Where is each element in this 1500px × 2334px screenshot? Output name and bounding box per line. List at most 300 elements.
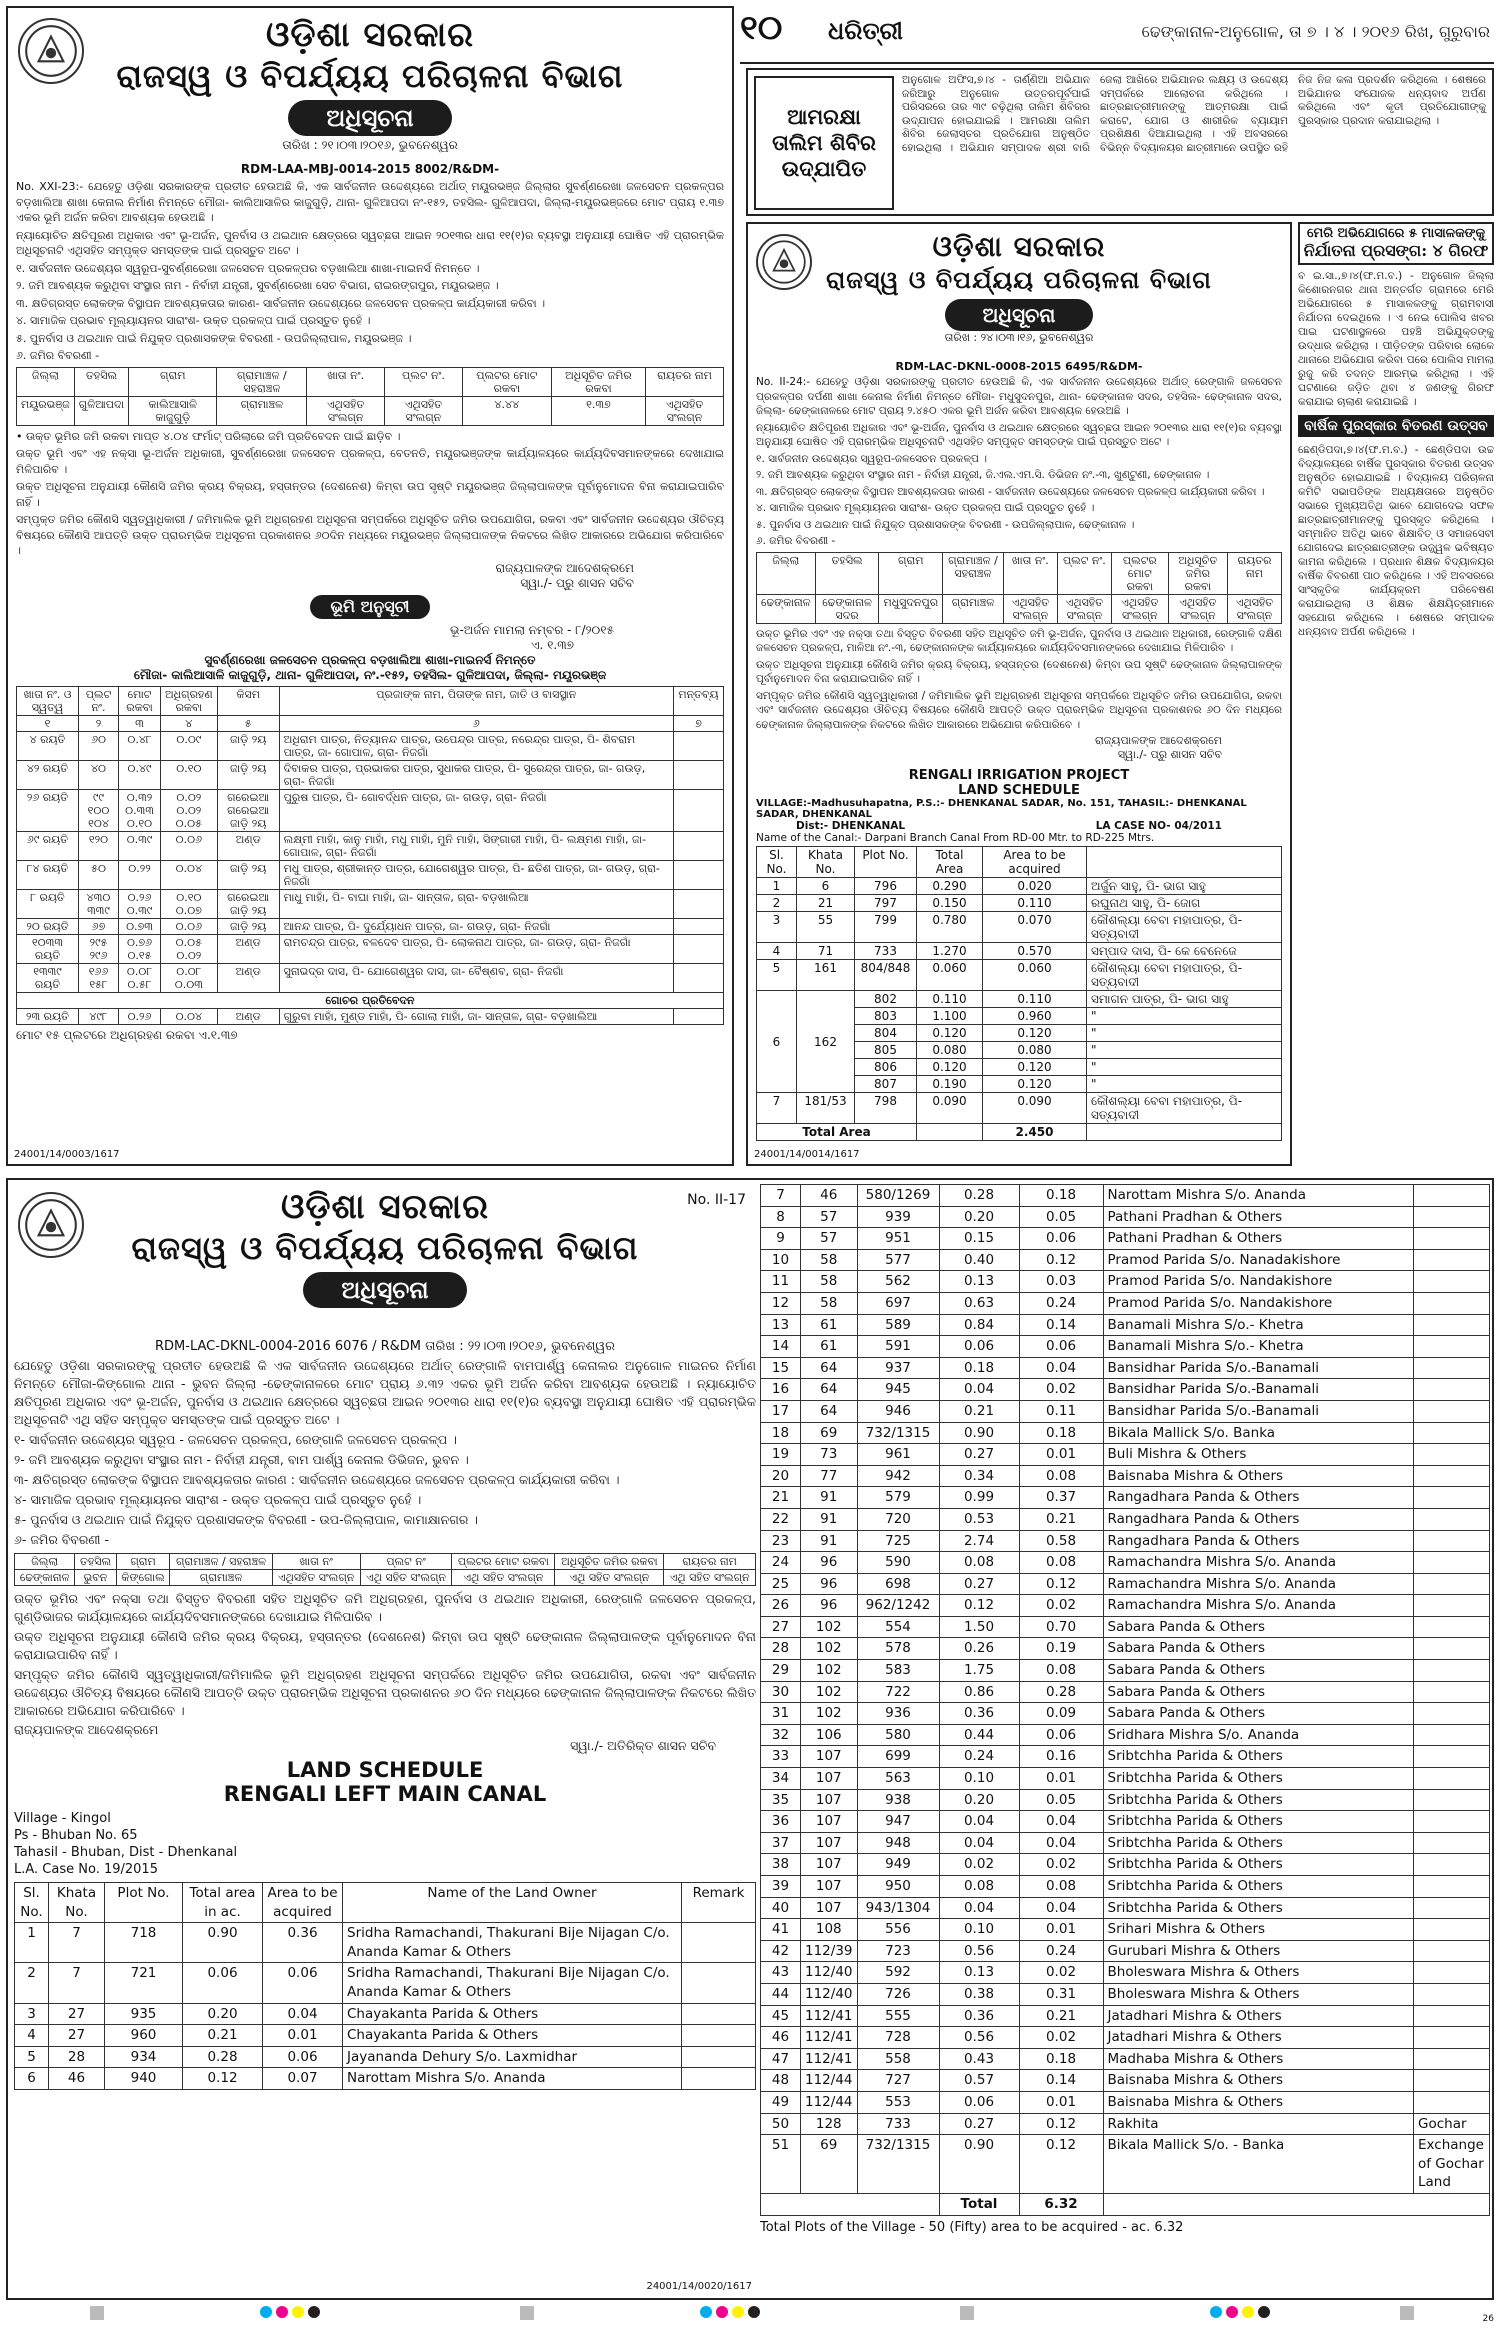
- table-row: [761, 2048, 1490, 2070]
- column-header: Sl. No.: [15, 1883, 49, 1923]
- table-cell: 34: [761, 1768, 801, 1790]
- table-cell: 0.06: [183, 1963, 263, 2003]
- table-cell: 0.70: [1019, 1616, 1103, 1638]
- table-cell: 698: [857, 1573, 939, 1595]
- table-cell: 10: [761, 1249, 801, 1271]
- table-cell: ଅଣ୍ଡ: [217, 1008, 279, 1024]
- table-cell: ୧୬୬ ୧୫୮: [79, 963, 119, 992]
- table-cell: Narottam Mishra S/o. Ananda: [343, 2068, 682, 2090]
- table-cell: Gurubari Mishra & Others: [1103, 1940, 1414, 1962]
- table-cell: Rakhita: [1103, 2113, 1414, 2135]
- column-header: ଜିଲ୍ଲା: [757, 552, 816, 594]
- paragraph: ସମ୍ପୃକ୍ତ ଜମିର କୌଣସି ସ୍ୱତ୍ୱାଧିକାରୀ/ଜମିମାଲିକ ଭୂମି ଅଧିଗ୍ରହଣ ଅଧିସୂଚନା ସମ୍ପର୍କରେ ଅଧିସୂଚିତ ଜମିର ଉପଯୋଗିତା, ରକବା ଏବଂ ସାର୍ବଜନୀନ ଉଦ୍ଦେଶ୍ୟର ଔଚିତ୍ୟ ବିଷୟରେ କୌଣସି ଆପତ୍ତି ଉକ୍ତ ପ୍ରାରମ୍ଭିକ ଅଧିସୂଚନା ପ୍ରକାଶନର ୬୦ ଦିନ ମଧ୍ୟରେ ଢେଙ୍କାନାଳ ଜିଲ୍ଲାପାଳଙ୍କ ନିକଟରେ ଲିଖିତ ଆକାରରେ ଅଭିଯୋଗ କରିପାରିବେ ।: [14, 1667, 756, 1718]
- table-row: [761, 1573, 1490, 1595]
- table-cell: 58: [801, 1292, 858, 1314]
- table-cell: 803: [855, 1008, 917, 1025]
- table-cell: 33: [761, 1746, 801, 1768]
- registration-dot-icon: [308, 2306, 320, 2318]
- paragraph: ୬. ଜମିର ବିବରଣୀ -: [16, 349, 100, 362]
- table-cell: 950: [857, 1876, 939, 1898]
- table-cell: ମଧୁସୁଦନପୁର: [879, 594, 943, 623]
- table-cell: 14: [761, 1336, 801, 1358]
- table-cell: [917, 1124, 983, 1141]
- table-cell: 0.40: [939, 1249, 1019, 1271]
- table-cell: ୦.୧୦: [161, 760, 218, 789]
- table-cell: 0.01: [1019, 1919, 1103, 1941]
- table-cell: 0.150: [917, 895, 983, 912]
- table-cell: [1414, 1768, 1490, 1790]
- table-cell: Baisnaba Mishra & Others: [1103, 2091, 1414, 2113]
- column-header: Plot No.: [855, 847, 917, 878]
- table-cell: 0.12: [1019, 2113, 1103, 2135]
- table-cell: ୯୯ ୧୦୦ ୧୦୪: [79, 789, 119, 831]
- paragraph: ୨. ଜମି ଆବଶ୍ୟକ କରୁଥିବା ସଂସ୍ଥାର ନାମ - ନିର୍ବାହୀ ଯନ୍ତ୍ରୀ, ସୁବର୍ଣ୍ଣରେଖା ସେଚ ବିଭାଗ, ରାଇରଙ୍ଗପୁର, ମୟୂରଭଞ୍ଜ ।: [16, 279, 499, 292]
- table-cell: 725: [857, 1530, 939, 1552]
- table-cell: Jatadhari Mishra & Others: [1103, 2027, 1414, 2049]
- table-cell: ୬୭: [79, 918, 119, 934]
- column-index: ୩: [119, 715, 161, 731]
- table-cell: 0.34: [939, 1465, 1019, 1487]
- column-index: ୬: [279, 715, 673, 731]
- table-cell: 112/39: [801, 1940, 858, 1962]
- notification-pill: ଅଧିସୂଚନା: [945, 299, 1094, 331]
- table-cell: 0.02: [1019, 1379, 1103, 1401]
- column-header: Name of the Land Owner: [343, 1883, 682, 1923]
- column-header: Remark: [682, 1883, 756, 1923]
- table-cell: 942: [857, 1465, 939, 1487]
- table-cell: ଗ୍ରାମାଞ୍ଚଳ: [217, 396, 307, 425]
- table-cell: 0.31: [1019, 1983, 1103, 2005]
- notice-date: ତାରିଖ : ୨୪।୦୩।୧୬, ଭୁବନେଶ୍ୱର: [944, 331, 1094, 344]
- notice-header: [756, 230, 1282, 360]
- table-cell: 798: [855, 1093, 917, 1124]
- table-row: [17, 760, 724, 789]
- table-cell: 0.060: [983, 960, 1087, 991]
- table-cell: 0.63: [939, 1292, 1019, 1314]
- table-cell: 0.06: [939, 1336, 1019, 1358]
- table-cell: [674, 860, 724, 889]
- table-cell: ସମ୍ପାଦ ଦାସ, ପି- କେ ବେନେଜେ: [1087, 943, 1282, 960]
- table-cell: 960: [105, 2025, 183, 2047]
- table-cell: 69: [801, 1422, 858, 1444]
- table-cell: ଢେଙ୍କାନାଳ ସଦର: [815, 594, 879, 623]
- order-line: ରାଜ୍ୟପାଳଙ୍କ ଆଦେଶକ୍ରମେ: [14, 1722, 159, 1737]
- table-cell: 0.57: [939, 2070, 1019, 2092]
- table-cell: [682, 2068, 756, 2090]
- table-cell: Bholeswara Mishra & Others: [1103, 1983, 1414, 2005]
- color-registration: [700, 2306, 760, 2318]
- notice-body-after: [16, 429, 724, 559]
- paragraph: ନ୍ୟାୟୋଚିତ କ୍ଷତିପୂରଣ ଅଧିକାର ଏବଂ ଭୂ-ଅର୍ଜନ, ପୁନର୍ବାସ ଓ ଥଇଥାନ କ୍ଷେତ୍ରରେ ସ୍ୱଚ୍ଛତା ଆଇନ ୨୦୧୩ର ଧାରା ୧୧(୧)ର ବ୍ୟବସ୍ଥା ଅନୁଯାୟୀ ଘୋଷିତ ଏହି ପ୍ରାରମ୍ଭିକ ଅଧିସୂଚନାଟି ଏଥିସହିତ ସମ୍ପୃକ୍ତ ସମସ୍ତଙ୍କ ପାଇଁ ପ୍ରସ୍ତୁତ ଅଟେ ।: [756, 421, 1282, 448]
- table-row: [761, 1508, 1490, 1530]
- table-cell: Chayakanta Parida & Others: [343, 2025, 682, 2047]
- table-cell: 31: [761, 1703, 801, 1725]
- print-marks-mid: [520, 2306, 534, 2320]
- table-row: [761, 1832, 1490, 1854]
- column-index: ୪: [161, 715, 218, 731]
- table-cell: Banamali Mishra S/o.- Khetra: [1103, 1336, 1414, 1358]
- table-cell: 73: [801, 1444, 858, 1466]
- table-cell: ଅଣ୍ଡ: [217, 963, 279, 992]
- table-cell: 0.06: [263, 1963, 343, 2003]
- table-cell: [1414, 1271, 1490, 1293]
- table-cell: 102: [801, 1703, 858, 1725]
- table-cell: 0.120: [917, 1059, 983, 1076]
- table-row: [761, 1962, 1490, 1984]
- table-cell: 0.18: [1019, 1422, 1103, 1444]
- table-cell: 806: [855, 1059, 917, 1076]
- table-cell: [1414, 1595, 1490, 1617]
- table-cell: ଏଥିସହିତ ସଂଲଗ୍ନ: [385, 396, 463, 425]
- table-cell: 0.04: [939, 1897, 1019, 1919]
- table-cell: ଲକ୍ଷ୍ମୀ ମାହାଁ, କାନୁ ମାହାଁ, ମଧୁ ମାହାଁ, ମୁନି ମାହାଁ, ସିଙ୍ଗାରୀ ମାହାଁ, ପି- ଲକ୍ଷ୍ମଣ ମାହାଁ, ଜା- ଗୋପାଳ, ଗ୍ରା- ନିଜଗାଁ: [279, 831, 673, 860]
- table-cell: ଏଥି ସହିତ ସଂଲଗ୍ନ: [360, 1570, 452, 1586]
- column-header: ଖାତା ନଂ. ଓ ସ୍ୱତ୍ୱ: [17, 686, 79, 715]
- table-cell: ": [1087, 1025, 1282, 1042]
- table-cell: ୪୯୮: [79, 1008, 119, 1024]
- column-header: ଅଧିସୂଚିତ ଜମିର ରକବା: [1168, 552, 1227, 594]
- notice-header: [14, 1186, 756, 1336]
- table-cell: Pramod Parida S/o. Nanadakishore: [1103, 1249, 1414, 1271]
- table-cell: 948: [857, 1832, 939, 1854]
- table-cell: 934: [105, 2046, 183, 2068]
- table-cell: ଅଣ୍ଡ: [217, 831, 279, 860]
- table-cell: 47: [761, 2048, 801, 2070]
- table-cell: 0.36: [263, 1923, 343, 1963]
- column-header: ପ୍ଲଟର ମୋଟ ରକବା: [1111, 552, 1168, 594]
- registration-dot-icon: [1210, 2306, 1222, 2318]
- table-cell: 720: [857, 1508, 939, 1530]
- column-header: ପ୍ଲଟ ନଂ: [360, 1554, 452, 1570]
- table-cell: 555: [857, 2005, 939, 2027]
- table-cell: 0.20: [939, 1206, 1019, 1228]
- color-registration: [260, 2306, 320, 2318]
- table-row: [17, 860, 724, 889]
- print-marks-mid2: [960, 2306, 974, 2320]
- table-cell: 57: [801, 1228, 858, 1250]
- table-cell: [1414, 2027, 1490, 2049]
- table-cell: [1414, 1379, 1490, 1401]
- table-cell: 0.08: [1019, 1876, 1103, 1898]
- gov-title: ଓଡ଼ିଶା ସରକାର: [932, 230, 1106, 263]
- table-cell: [682, 2046, 756, 2068]
- table-cell: 727: [857, 2070, 939, 2092]
- table-cell: 3: [15, 2003, 49, 2025]
- column-header: ତହସିଲ: [75, 1554, 116, 1570]
- gov-title: ଓଡ଼ିଶା ସରକାର: [265, 15, 475, 55]
- table-cell: Sabara Panda & Others: [1103, 1703, 1414, 1725]
- table-row: [757, 878, 1282, 895]
- ad-code: 24001/14/0020/1617: [646, 2281, 752, 2292]
- table-cell: 1: [757, 878, 797, 895]
- table-cell: ପୁରୁଷ ପାତ୍ର, ପି- ଗୋବର୍ଦ୍ଧନ ପାତ୍ର, ଜା- ଗଉଡ଼, ଗ୍ରା- ନିଜଗାଁ: [279, 789, 673, 831]
- notice-body: [756, 375, 1282, 549]
- table-cell: 0.080: [983, 1042, 1087, 1059]
- table-cell: [1414, 1444, 1490, 1466]
- land-schedule-table: [756, 846, 1282, 1141]
- notice-revenue-dknl-0008: [746, 222, 1292, 1166]
- table-cell: ଗରେଇଆ ଜାଡ଼ି ୨ୟ: [217, 889, 279, 918]
- table-cell: ୦.୨୬: [119, 1008, 161, 1024]
- table-cell: ୧.୩୭: [551, 396, 645, 425]
- table-cell: 0.04: [939, 1832, 1019, 1854]
- table-cell: Chayakanta Parida & Others: [343, 2003, 682, 2025]
- table-cell: 181/53: [797, 1093, 855, 1124]
- table-cell: 21: [761, 1487, 801, 1509]
- table-cell: 46: [761, 2027, 801, 2049]
- table-cell: 35: [761, 1789, 801, 1811]
- table-cell: [1414, 1660, 1490, 1682]
- dept-title: ରାଜସ୍ୱ ଓ ବିପର୍ଯ୍ୟୟ ପରିଚାଳନା ବିଭାଗ: [116, 57, 624, 95]
- table-cell: Narottam Mishra S/o. Ananda: [1103, 1185, 1414, 1207]
- table-cell: ୪୦: [79, 760, 119, 789]
- table-cell: 0.05: [1019, 1206, 1103, 1228]
- table-cell: 0.07: [263, 2068, 343, 2090]
- notice-ref: RDM-LAC-DKNL-0004-2016 6076 / R&DM ତାରିଖ : ୨୨।୦୩।୨୦୧୬, ଭୁବନେଶ୍ୱର: [155, 1339, 615, 1354]
- table-cell: 0.90: [939, 2135, 1019, 2194]
- table-cell: 0.14: [1019, 1314, 1103, 1336]
- table-cell: Sabara Panda & Others: [1103, 1660, 1414, 1682]
- table-cell: 962/1242: [857, 1595, 939, 1617]
- table-cell: 22: [761, 1508, 801, 1530]
- table-row: [761, 1444, 1490, 1466]
- table-row: [761, 1595, 1490, 1617]
- table-row: [17, 789, 724, 831]
- table-cell: ୦.୦୮ ୦.୫୮: [119, 963, 161, 992]
- column-header: Total area in ac.: [183, 1883, 263, 1923]
- table-row: [757, 960, 1282, 991]
- govt-section-label: ଗୋଚର ପ୍ରତିବେଦନ: [17, 992, 724, 1008]
- table-cell: 722: [857, 1681, 939, 1703]
- table-cell: 0.04: [1019, 1832, 1103, 1854]
- table-cell: 0.20: [183, 2003, 263, 2025]
- table-row: [15, 1963, 756, 2003]
- table-cell: 11: [761, 1271, 801, 1293]
- paragraph: ୨- ଜମି ଆବଶ୍ୟକ କରୁଥିବା ସଂସ୍ଥାର ନାମ - ନିର୍ବାହୀ ଯନ୍ତ୍ରୀ, ବାମ ପାର୍ଶ୍ୱ କେନାଲ ଡିଭିଜନ, ଭୁବନ ।: [14, 1452, 469, 1467]
- table-row: [761, 1314, 1490, 1336]
- news-headline-2: ବାର୍ଷିକ ପୁରସ୍କାର ବିତରଣ ଉତ୍ସବ: [1298, 415, 1494, 437]
- table-row: [17, 934, 724, 963]
- table-cell: 28: [49, 2046, 105, 2068]
- registration-dot-icon: [716, 2306, 728, 2318]
- table-cell: ଭୁବନ: [75, 1570, 116, 1586]
- table-cell: 0.120: [983, 1025, 1087, 1042]
- table-cell: 0.37: [1019, 1487, 1103, 1509]
- table-row: [761, 1703, 1490, 1725]
- table-row: [761, 1530, 1490, 1552]
- table-cell: [1414, 1897, 1490, 1919]
- table-cell: 0.04: [1019, 1357, 1103, 1379]
- notice-date: ତାରିଖ : ୨୧।୦୩।୨୦୧୬, ଭୁବନେଶ୍ୱର: [282, 138, 458, 152]
- table-cell: ଅଣ୍ଡ: [217, 934, 279, 963]
- table-cell: Sridhara Mishra S/o. Ananda: [1103, 1724, 1414, 1746]
- notice-right-half: [760, 1184, 1490, 2296]
- table-cell: ୦.୦୯: [161, 731, 218, 760]
- table-cell: 102: [801, 1616, 858, 1638]
- table-cell: [682, 2025, 756, 2047]
- table-cell: ସୁନାଭଦ୍ର ଦାସ, ପି- ଯୋଗେଶ୍ୱର ଦାସ, ଜା- ବୈଷ୍ଣବ, ଗ୍ରା- ନିଜଗାଁ: [279, 963, 673, 992]
- table-row: [761, 1336, 1490, 1358]
- table-cell: Jatadhari Mishra & Others: [1103, 2005, 1414, 2027]
- column-header: ଅଧିସୂଚିତ ଜମିର ରକବା: [551, 367, 645, 396]
- gov-title: ଓଡ଼ିଶା ସରକାର: [280, 1187, 490, 1227]
- land-schedule-table: [16, 686, 724, 1025]
- table-cell: 0.27: [939, 1573, 1019, 1595]
- table-cell: [1414, 1336, 1490, 1358]
- table-cell: 9: [761, 1228, 801, 1250]
- table-row: [761, 1206, 1490, 1228]
- table-cell: 556: [857, 1919, 939, 1941]
- table-row: [761, 1660, 1490, 1682]
- table-cell: 107: [801, 1854, 858, 1876]
- column-header: ଅଧିଗ୍ରହଣ ରକବା: [161, 686, 218, 715]
- table-cell: 0.060: [917, 960, 983, 991]
- registration-dot-icon: [276, 2306, 288, 2318]
- page-code: 26: [1482, 2314, 1494, 2324]
- table-cell: [1087, 1124, 1282, 1141]
- table-cell: 21: [797, 895, 855, 912]
- table-cell: 0.24: [1019, 1940, 1103, 1962]
- table-cell: 0.780: [917, 912, 983, 943]
- table-row: [757, 895, 1282, 912]
- table-cell: ଏଥିସହିତ ସଂଲଗ୍ନ: [1227, 594, 1281, 623]
- table-cell: Sribtchha Parida & Others: [1103, 1897, 1414, 1919]
- table-cell: ୨୦ ରୟତି: [17, 918, 79, 934]
- notice-revenue-mbj: [6, 6, 734, 1166]
- table-cell: 0.08: [1019, 1465, 1103, 1487]
- table-cell: 0.08: [939, 1876, 1019, 1898]
- table-cell: 0.02: [1019, 1854, 1103, 1876]
- table-cell: Sabara Panda & Others: [1103, 1616, 1414, 1638]
- table-cell: Pathani Pradhan & Others: [1103, 1228, 1414, 1250]
- table-cell: [682, 2003, 756, 2025]
- notice-ref: RDM-LAA-MBJ-0014-2015 8002/R&DM-: [240, 162, 500, 176]
- table-cell: 29: [761, 1660, 801, 1682]
- table-cell: 96: [801, 1595, 858, 1617]
- table-cell: 27: [761, 1616, 801, 1638]
- table-cell: 0.21: [1019, 2005, 1103, 2027]
- table-cell: ରାମଚନ୍ଦ୍ର ପାତ୍ର, ବଳଦେବ ପାତ୍ର, ପି- ଲୋକନାଥ ପାତ୍ର, ଜା- ଗଉଡ଼, ଗ୍ରା- ନିଜଗାଁ: [279, 934, 673, 963]
- table-cell: 2: [15, 1963, 49, 2003]
- table-cell: 0.28: [939, 1185, 1019, 1207]
- table-row: [757, 912, 1282, 943]
- table-row: [761, 1768, 1490, 1790]
- table-cell: 32: [761, 1724, 801, 1746]
- table-cell: 0.06: [939, 2091, 1019, 2113]
- table-cell: 936: [857, 1703, 939, 1725]
- table-cell: 0.38: [939, 1983, 1019, 2005]
- table-cell: Bikala Mallick S/o. Banka: [1103, 1422, 1414, 1444]
- table-cell: 161: [797, 960, 855, 991]
- table-cell: 0.27: [939, 2113, 1019, 2135]
- table-cell: 580/1269: [857, 1185, 939, 1207]
- case-area: ଏ. ୧.୩୭: [531, 637, 574, 652]
- table-cell: Bikala Mallick S/o. - Banka: [1103, 2135, 1414, 2194]
- column-header: Sl. No.: [757, 847, 797, 878]
- table-cell: 0.26: [939, 1638, 1019, 1660]
- table-cell: [1414, 2091, 1490, 2113]
- table-row: [761, 1271, 1490, 1293]
- table-cell: 590: [857, 1552, 939, 1574]
- table-cell: 16: [761, 1379, 801, 1401]
- table-cell: 0.24: [1019, 1292, 1103, 1314]
- table-cell: 804: [855, 1025, 917, 1042]
- table-cell: ୬୯ ରୟତି: [17, 831, 79, 860]
- table-cell: 48: [761, 2070, 801, 2092]
- table-cell: 0.290: [917, 878, 983, 895]
- table-cell: ଅଧିରାମ ପାତ୍ର, ନିତ୍ୟାନନ୍ଦ ପାତ୍ର, ଉପେନ୍ଦ୍ର ପାତ୍ର, ନରେନ୍ଦ୍ର ପାତ୍ର, ପି- ଶିବରାମ ପାତ୍ର, ଜା- ଗୋପାଳ, ଗ୍ରା- ନିଜଗାଁ: [279, 731, 673, 760]
- column-header: ଅଧିସୂଚିତ ଜମିର ରକବା: [555, 1554, 664, 1570]
- signature-line: ସ୍ୱା./- ଅତିରିକ୍ତ ଶାସନ ସଚିବ: [570, 1738, 716, 1753]
- signature-line: ସ୍ୱା./- ପ୍ରୁ ଶାସନ ସଚିବ: [1117, 748, 1222, 761]
- table-cell: 1.75: [939, 1660, 1019, 1682]
- table-cell: [1414, 1832, 1490, 1854]
- column-header: ତହସିଲ: [74, 367, 128, 396]
- table-cell: 64: [801, 1400, 858, 1422]
- table-cell: 41: [761, 1919, 801, 1941]
- table-cell: ଏଥିସହିତ ସଂଲଗ୍ନ: [1003, 594, 1057, 623]
- table-row: [761, 1681, 1490, 1703]
- table-row: [761, 1357, 1490, 1379]
- news-headline: ଆମରକ୍ଷା ତାଲିମ ଶିବିର ଉଦ୍‌ଯାପିତ: [754, 76, 894, 210]
- table-cell: ୦.୩୨ ୦.୩୩ ୦.୧୦: [119, 789, 161, 831]
- table-row: [761, 2135, 1490, 2194]
- table-cell: 0.86: [939, 1681, 1019, 1703]
- table-cell: 61: [801, 1314, 858, 1336]
- table-cell: [1414, 1811, 1490, 1833]
- dept-title: ରାଜସ୍ୱ ଓ ବିପର୍ଯ୍ୟୟ ପରିଚାଳନା ବିଭାଗ: [131, 1229, 639, 1267]
- table-cell: [1414, 1876, 1490, 1898]
- table-cell: ୦.୨୬ ୦.୩୯: [119, 889, 161, 918]
- table-cell: [1414, 1789, 1490, 1811]
- column-header: ମନ୍ତବ୍ୟ: [674, 686, 724, 715]
- table-cell: ": [1087, 1059, 1282, 1076]
- table-cell: 69: [801, 2135, 858, 2194]
- table-cell: ଗ୍ରାମାଞ୍ଚଳ: [170, 1570, 272, 1586]
- table-cell: 0.36: [939, 1703, 1019, 1725]
- table-cell: ୮୪ ରୟତି: [17, 860, 79, 889]
- table-cell: ୧୨୦: [79, 831, 119, 860]
- table-cell: 27: [49, 2003, 105, 2025]
- table-cell: 951: [857, 1228, 939, 1250]
- table-cell: 0.090: [983, 1093, 1087, 1124]
- odisha-seal-icon: [18, 18, 84, 84]
- table-cell: 945: [857, 1379, 939, 1401]
- column-header: ରାୟତର ନାମ: [646, 367, 724, 396]
- table-cell: 5: [15, 2046, 49, 2068]
- notice-ref: RDM-LAC-DKNL-0008-2015 6495/R&DM-: [895, 360, 1143, 373]
- table-row: [761, 1292, 1490, 1314]
- schedule-heading: ଭୂମି ଅନୁସୂଚୀ: [310, 595, 429, 619]
- registration-dot-icon: [1242, 2306, 1254, 2318]
- notice-body-after: [756, 627, 1282, 733]
- table-cell: 0.21: [939, 1400, 1019, 1422]
- table-cell: 3: [757, 912, 797, 943]
- table-cell: ଏଥିସହିତ ସଂଲଗ୍ନ: [646, 396, 724, 425]
- table-row: [15, 2046, 756, 2068]
- paragraph: ସମ୍ପୃକ୍ତ ଜମିର କୌଣସି ସ୍ୱତ୍ୱାଧିକାରୀ / ଜମିମାଲିକ ଭୂମି ଅଧିଗ୍ରହଣ ଅଧିସୂଚନା ସମ୍ପର୍କରେ ଅଧିସୂଚିତ ଜମିର ଉପଯୋଗିତା, ରକବା ଏବଂ ସାର୍ବଜନୀନ ଉଦ୍ଦେଶ୍ୟର ଔଚିତ୍ୟ ବିଷୟରେ କୌଣସି ଆପତ୍ତି ଉକ୍ତ ପ୍ରାରମ୍ଭିକ ଅଧିସୂଚନା ପ୍ରକାଶନର ୬୦ ଦିନ ମଧ୍ୟରେ ଢେଙ୍କାନାଳ ଜିଲ୍ଲାପାଳଙ୍କ ନିକଟରେ ଲିଖିତ ଆକାରରେ ଅଭିଯୋଗ କରିପାରିବେ ।: [756, 689, 1282, 731]
- table-cell: 91: [801, 1508, 858, 1530]
- table-cell: Rangadhara Panda & Others: [1103, 1487, 1414, 1509]
- table-cell: 102: [801, 1660, 858, 1682]
- table-cell: ଏଥିସହିତ ସଂଲଗ୍ନ: [1057, 594, 1111, 623]
- table-cell: 44: [761, 1983, 801, 2005]
- paper-name: ଧରିତ୍ରୀ: [828, 16, 903, 45]
- table-cell: 0.84: [939, 1314, 1019, 1336]
- total-label: Total Area: [757, 1124, 917, 1141]
- table-cell: ୦.୦୪: [161, 1008, 218, 1024]
- table-cell: 0.02: [939, 1854, 1019, 1876]
